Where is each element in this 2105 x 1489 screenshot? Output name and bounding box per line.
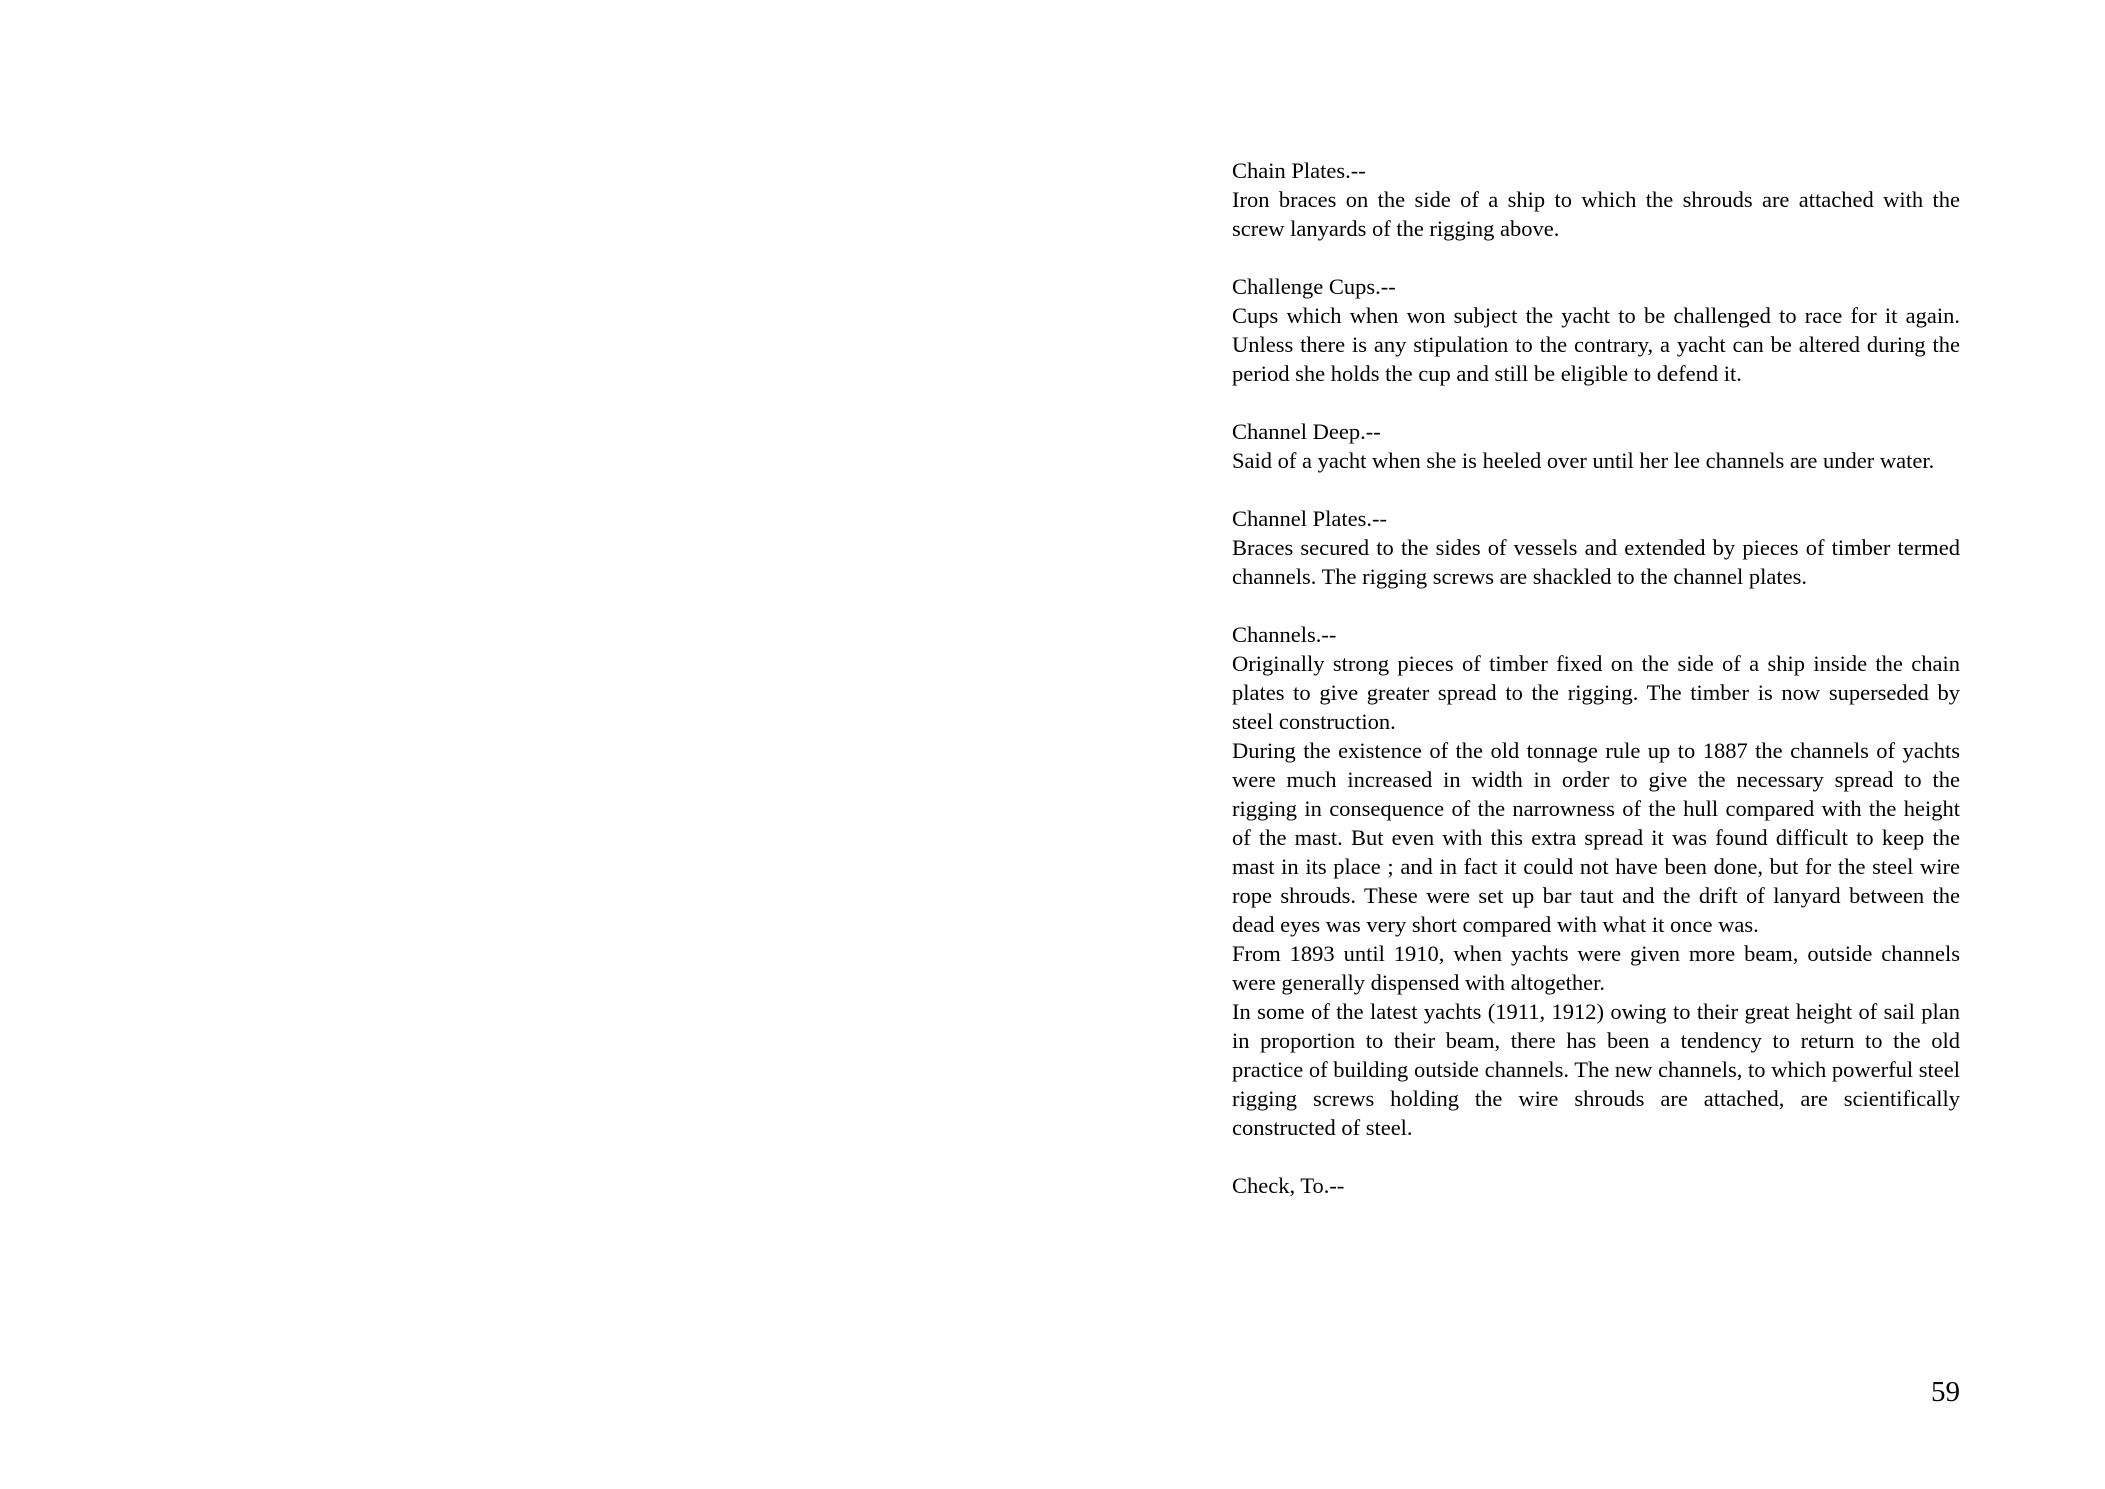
glossary-entry-check-to [1232, 1171, 1960, 1200]
entry-definition: Iron braces on the side of a ship to which the shrouds are attached with the screw lanyards of the rigging above. [1232, 187, 1960, 241]
entry-definition: Originally strong pieces of timber fixed on the side of a ship inside the chain plates to give greater spread to the rigging. The timber is now superseded by steel construction. [1232, 651, 1960, 734]
entry-term: Channel Plates.-- [1232, 506, 1387, 531]
entry-definition: In some of the latest yachts (1911, 1912) owing to their great height of sail plan in proportion to their beam, there has been a tendency to return to the old practice of building outside channels. The new channels, to which powerful steel rigging screws holding the wire shrouds are attached, are scientifically constructed of steel. [1232, 999, 1960, 1140]
entry-term: Challenge Cups.-- [1232, 274, 1396, 299]
entry-definition: During the existence of the old tonnage rule up to 1887 the channels of yachts were much increased in width in order to give the necessary spread to the rigging in consequence of the narrowness of the hull compared with the height of the mast. But even with this extra spread it was found difficult to keep the mast in its place ; and in fact it could not have been done, but for the steel wire rope shrouds. These were set up bar taut and the drift of lanyard between the dead eyes was very short compared with what it once was. [1232, 738, 1960, 937]
entry-term: Channels.-- [1232, 622, 1337, 647]
page-number: 59 [1931, 1376, 1960, 1408]
entry-term: Chain Plates.-- [1232, 158, 1366, 183]
entry-definition: Cups which when won subject the yacht to be challenged to race for it again. Unless there is any stipulation to the contrary, a yacht can be altered during the period she holds the cup and still be eligible to defend it. [1232, 303, 1960, 386]
glossary-column [1232, 156, 1960, 1200]
entry-definition: From 1893 until 1910, when yachts were given more beam, outside channels were generally dispensed with altogether. [1232, 941, 1960, 995]
entry-definition: Braces secured to the sides of vessels and extended by pieces of timber termed channels. The rigging screws are shackled to the channel plates. [1232, 535, 1960, 589]
entry-definition: Said of a yacht when she is heeled over until her lee channels are under water. [1232, 448, 1935, 473]
glossary-entry-challenge-cups [1232, 272, 1960, 388]
entry-term: Check, To.-- [1232, 1173, 1345, 1198]
glossary-entry-channels [1232, 620, 1960, 1142]
entry-term: Channel Deep.-- [1232, 419, 1381, 444]
glossary-entry-chain-plates [1232, 156, 1960, 243]
glossary-entry-channel-deep [1232, 417, 1960, 475]
glossary-entry-channel-plates [1232, 504, 1960, 591]
